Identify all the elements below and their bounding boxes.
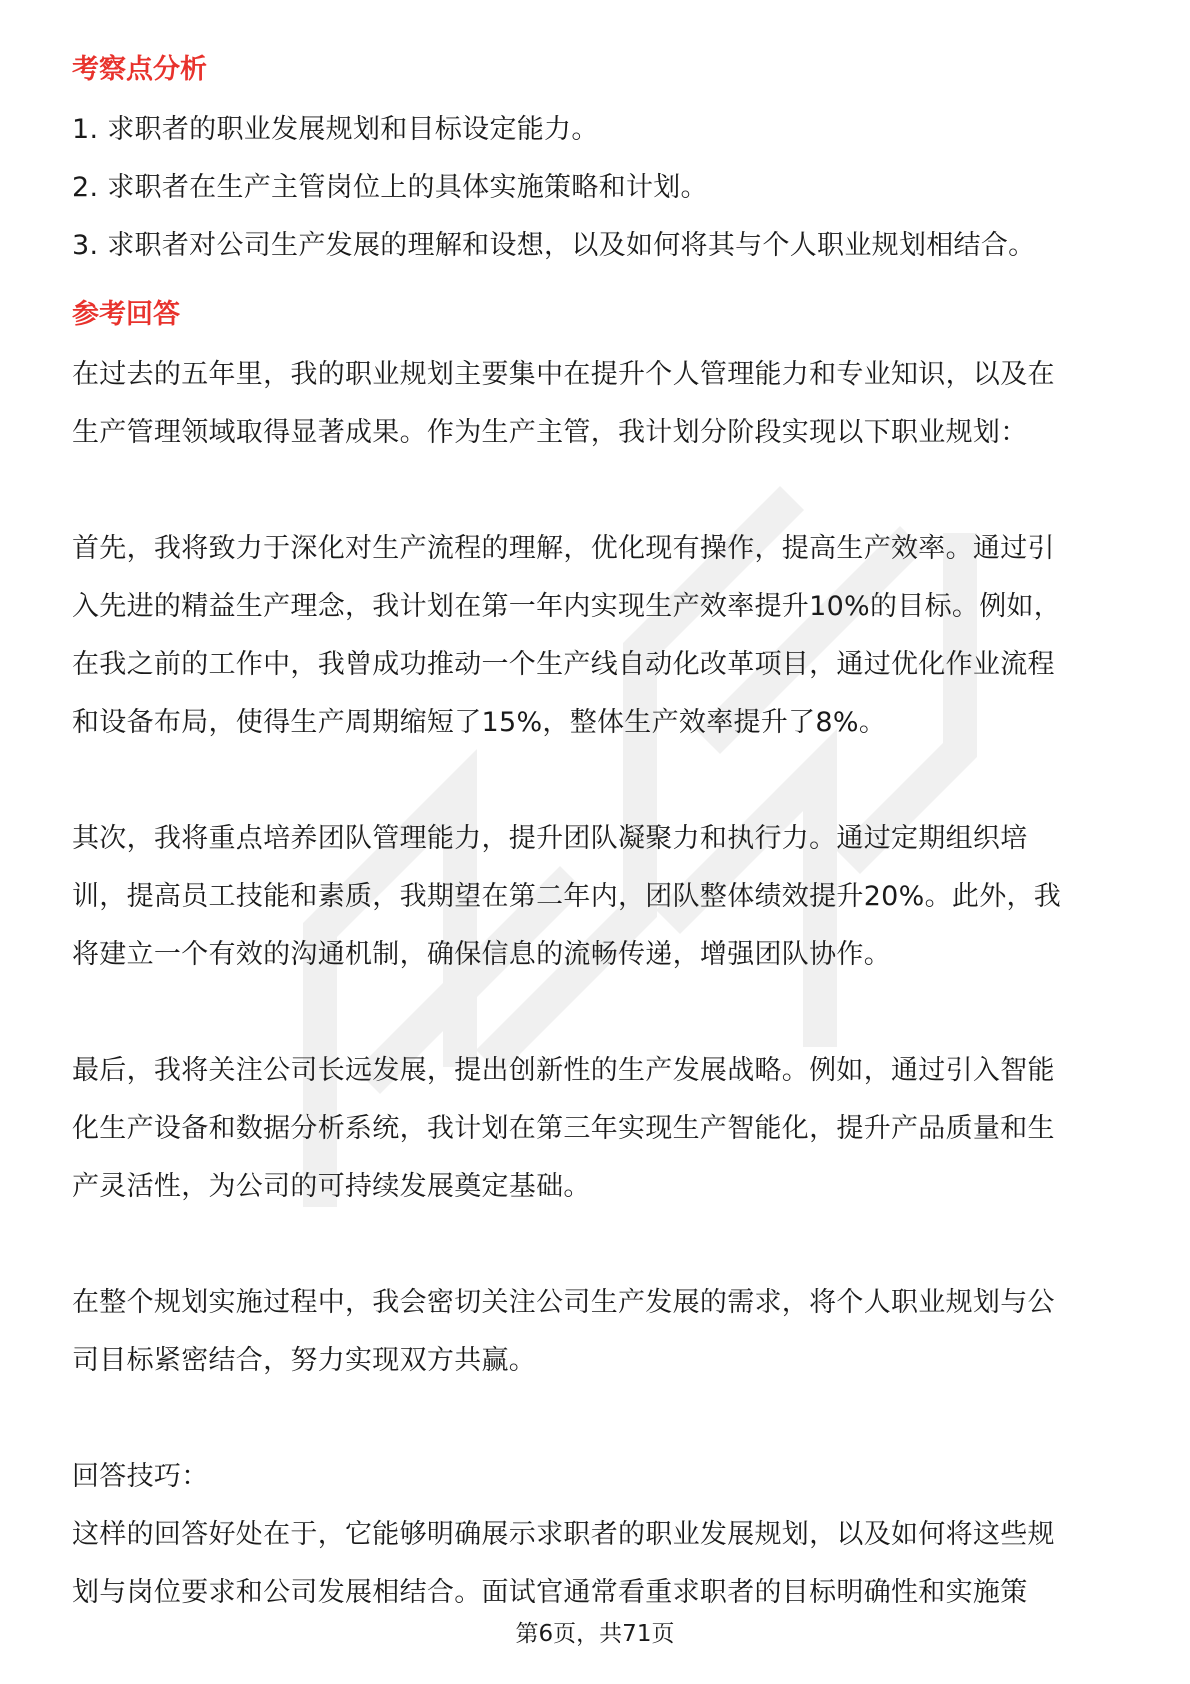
paragraph-line: 在过去的五年里，我的职业规划主要集中在提升个人管理能力和专业知识，以及在	[72, 359, 1055, 390]
paragraph-line: 将建立一个有效的沟通机制，确保信息的流畅传递，增强团队协作。	[72, 939, 891, 970]
list-item: 2. 求职者在生产主管岗位上的具体实施策略和计划。	[72, 172, 708, 203]
list-item: 3. 求职者对公司生产发展的理解和设想，以及如何将其与个人职业规划相结合。	[72, 230, 1036, 261]
document-body	[72, 48, 1124, 1622]
list-item: 1. 求职者的职业发展规划和目标设定能力。	[72, 114, 599, 145]
paragraph-line: 在整个规划实施过程中，我会密切关注公司生产发展的需求，将个人职业规划与公	[72, 1287, 1055, 1318]
paragraph-line: 入先进的精益生产理念，我计划在第一年内实现生产效率提升10%的目标。例如，	[72, 591, 1062, 622]
analysis-heading: 考察点分析	[72, 54, 207, 85]
paragraph-line: 在我之前的工作中，我曾成功推动一个生产线自动化改革项目，通过优化作业流程	[72, 649, 1055, 680]
answer-heading: 参考回答	[72, 299, 180, 330]
tips-heading: 回答技巧：	[72, 1461, 209, 1492]
paragraph-gap	[72, 1390, 1124, 1448]
answer-intro-paragraph	[72, 346, 1124, 462]
answer-paragraph-1	[72, 520, 1124, 752]
tips-section	[72, 1448, 1124, 1622]
paragraph-gap	[72, 984, 1124, 1042]
answer-paragraph-4	[72, 1274, 1124, 1390]
paragraph-line: 划与岗位要求和公司发展相结合。面试官通常看重求职者的目标明确性和实施策	[72, 1577, 1028, 1608]
paragraph-line: 司目标紧密结合，努力实现双方共赢。	[72, 1345, 537, 1376]
paragraph-line: 训，提高员工技能和素质，我期望在第二年内，团队整体绩效提升20%。此外，我	[72, 881, 1062, 912]
paragraph-line: 产灵活性，为公司的可持续发展奠定基础。	[72, 1171, 591, 1202]
analysis-section	[72, 48, 1124, 275]
page-number-footer: 第6页，共71页	[515, 1621, 675, 1647]
paragraph-gap	[72, 462, 1124, 520]
paragraph-line: 首先，我将致力于深化对生产流程的理解，优化现有操作，提高生产效率。通过引	[72, 533, 1055, 564]
paragraph-line: 其次，我将重点培养团队管理能力，提升团队凝聚力和执行力。通过定期组织培	[72, 823, 1028, 854]
paragraph-line: 这样的回答好处在于，它能够明确展示求职者的职业发展规划，以及如何将这些规	[72, 1519, 1055, 1550]
paragraph-line: 生产管理领域取得显著成果。作为生产主管，我计划分阶段实现以下职业规划：	[72, 417, 1028, 448]
paragraph-gap	[72, 752, 1124, 810]
answer-paragraph-2	[72, 810, 1124, 984]
paragraph-line: 化生产设备和数据分析系统，我计划在第三年实现生产智能化，提升产品质量和生	[72, 1113, 1055, 1144]
answer-paragraph-3	[72, 1042, 1124, 1216]
answer-section	[72, 293, 1124, 1448]
paragraph-gap	[72, 1216, 1124, 1274]
analysis-list	[72, 101, 1124, 275]
paragraph-line: 和设备布局，使得生产周期缩短了15%，整体生产效率提升了8%。	[72, 707, 887, 738]
paragraph-line: 最后，我将关注公司长远发展，提出创新性的生产发展战略。例如，通过引入智能	[72, 1055, 1055, 1086]
